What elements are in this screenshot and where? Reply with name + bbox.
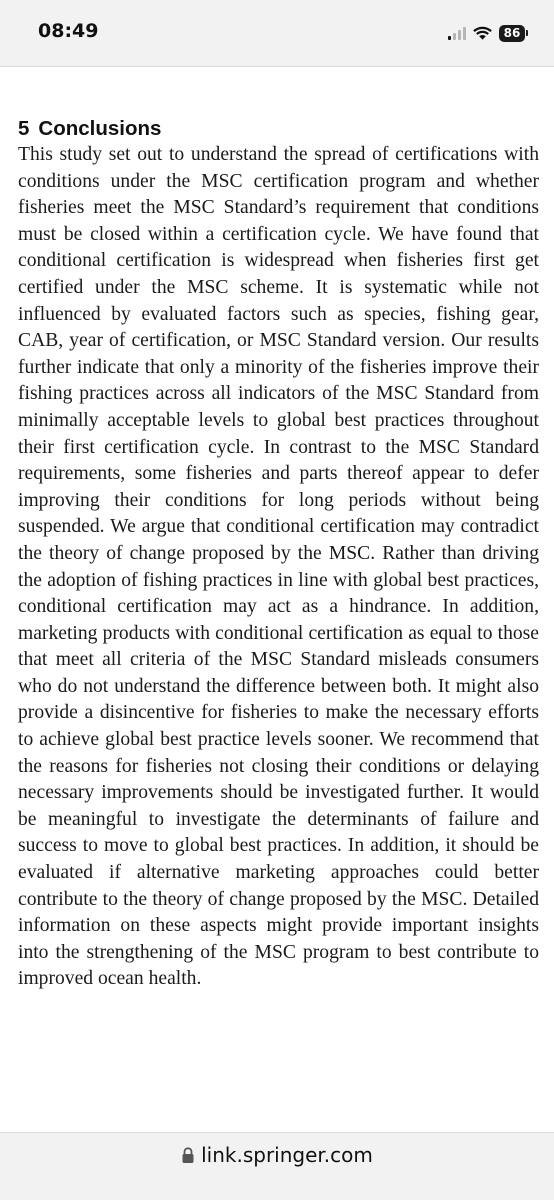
article-content — [18, 116, 539, 993]
url-display[interactable] — [0, 1143, 554, 1167]
wifi-icon — [473, 26, 492, 40]
status-bar — [0, 0, 554, 67]
status-time: 08:49 — [38, 20, 99, 42]
battery-cap — [526, 30, 528, 36]
status-icons — [448, 22, 528, 44]
lock-icon — [181, 1147, 195, 1164]
url-bar[interactable] — [0, 1132, 554, 1200]
conclusions-paragraph: This study set out to understand the spread of certifications with conditions under the MSC certification program and whether fisheries meet the MSC Standard’s requirement that conditions must be closed within a certification cycle. We have found that conditional certification is widespread when fisheries first get certified under the MSC scheme. It is systematic while not influenced by evaluated factors such as species, fishing gear, CAB, year of certification, or MSC Standard version. Our results further indicate that only a minority of the fisheries improve their fishing practices across all indicators of the MSC Standard from minimally acceptable levels to global best practices throughout their first certification cycle. In contrast to the MSC Standard requirements, some fisheries and parts thereof appear to defer improving their conditions for long periods without being suspended. We argue that conditional certification may contradict the theory of change proposed by the MSC. Rather than driving the adoption of fishing practices in line with global best practices, conditional certification may act as a hindrance. In addition, marketing products with conditional certification as equal to those that meet all criteria of the MSC Standard misleads consumers who do not understand the difference between both. It might also provide a disincentive for fisheries to make the necessary efforts to achieve global best practice levels sooner. We recommend that the reasons for fisheries not closing their conditions or delaying necessary improvements should be investigated further. It would be meaningful to investigate the determinants of failure and success to move to global best practices. In addition, it should be evaluated if alternative marketing approaches could better contribute to the theory of change proposed by the MSC. Detailed information on these aspects might provide important insights into the strengthening of the MSC program to best contribute to improved ocean health. — [18, 144, 539, 990]
battery-icon: 86 — [499, 25, 525, 42]
cellular-signal-icon — [448, 27, 466, 40]
section-title: Conclusions — [38, 117, 162, 140]
section-heading — [18, 116, 539, 142]
section-number: 5 — [18, 117, 30, 140]
url-domain: link.springer.com — [201, 1143, 373, 1167]
